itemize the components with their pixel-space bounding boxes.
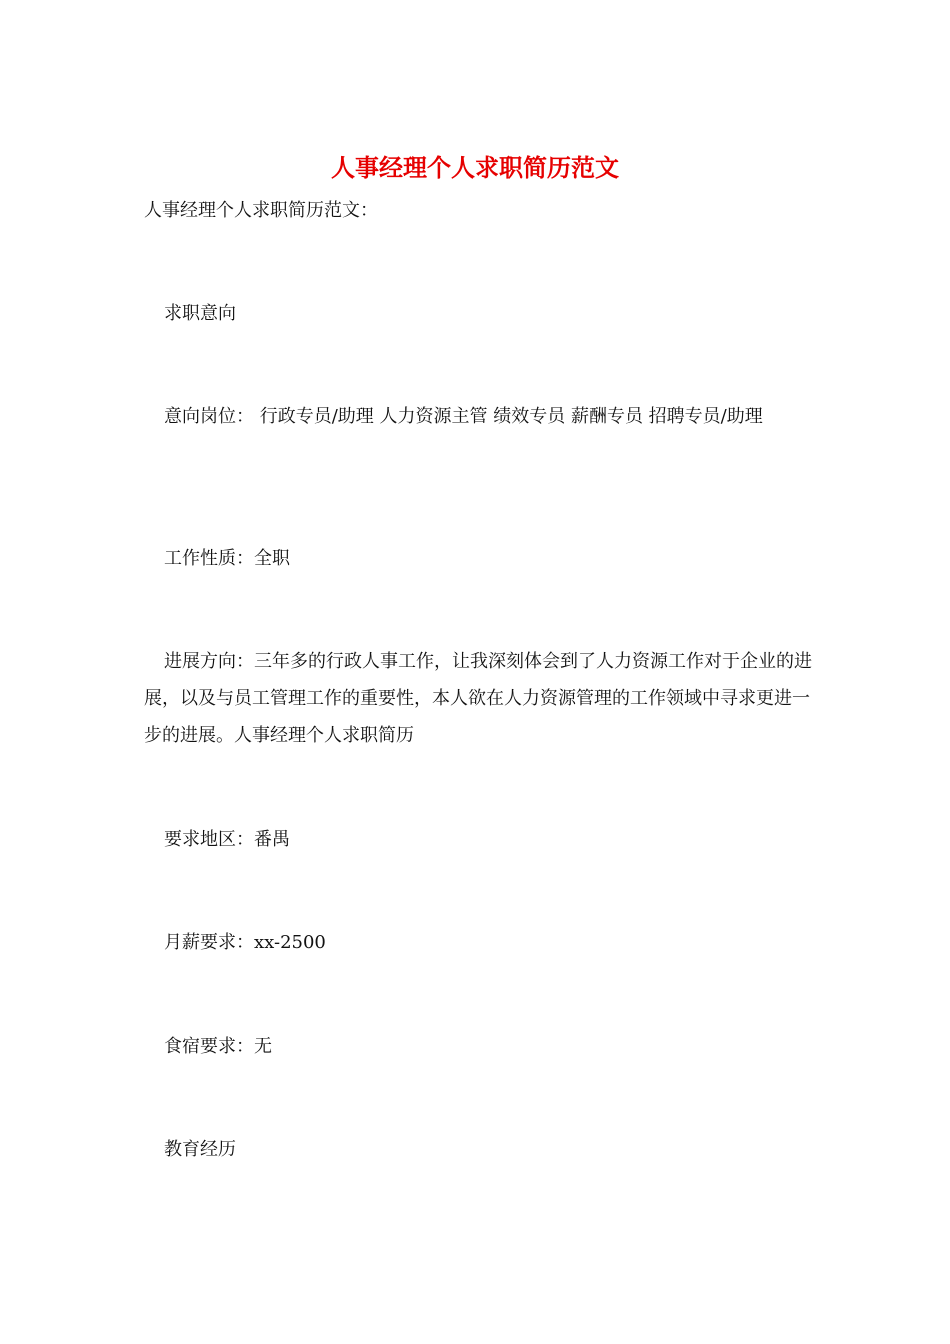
job-type-line: 工作性质：全职 bbox=[164, 548, 290, 569]
education-heading: 教育经历 bbox=[164, 1139, 236, 1160]
positions-paragraph: 意向岗位： 行政专员/助理 人力资源主管 绩效专员 薪酬专员 招聘专员/助理 bbox=[164, 406, 763, 427]
location-line: 要求地区：番禺 bbox=[164, 829, 290, 850]
document-title: 人事经理个人求职简历范文 bbox=[331, 153, 619, 182]
accommodation-line: 食宿要求：无 bbox=[164, 1036, 272, 1057]
direction-paragraph: 进展方向：三年多的行政人事工作，让我深刻体会到了人力资源工作对于企业的进展，以及与员工管理工作的重要性，本人欲在人力资源管理的工作领域中寻求更进一步的进展。人事经理个人求职简历 bbox=[144, 651, 812, 746]
intention-heading: 求职意向 bbox=[164, 303, 236, 324]
intro-line: 人事经理个人求职简历范文： bbox=[144, 200, 378, 221]
salary-line: 月薪要求：xx-2500 bbox=[164, 932, 326, 953]
